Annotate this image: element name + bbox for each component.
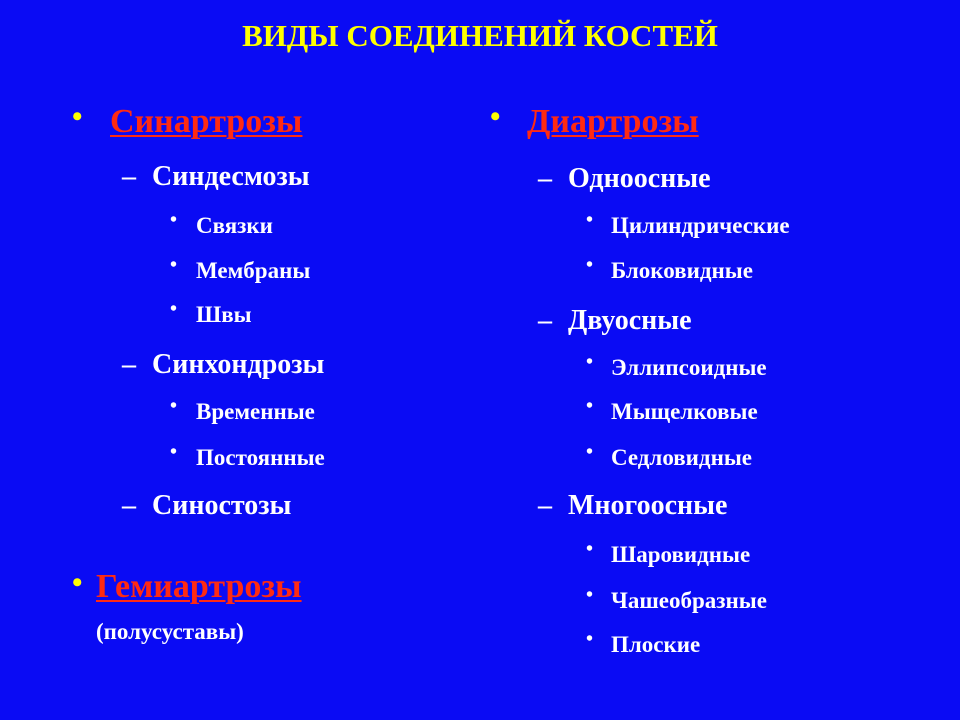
dash-icon: – xyxy=(538,163,552,194)
bullet-icon: • xyxy=(586,209,594,231)
heading-gemiartrozy: Гемиартрозы xyxy=(96,568,302,605)
dash-icon: – xyxy=(122,349,136,380)
item-sedlovidnye: Седловидные xyxy=(611,445,752,470)
item-chasheobraznye: Чашеобразные xyxy=(611,588,767,613)
bullet-icon: • xyxy=(586,441,594,463)
heading-sinartrozy: Синартрозы xyxy=(110,103,303,140)
dash-icon: – xyxy=(538,305,552,336)
bullet-icon: • xyxy=(170,298,178,320)
item-blokovidnye: Блоковидные xyxy=(611,258,753,283)
bullet-icon: • xyxy=(170,441,178,463)
item-ellipsoidnye: Эллипсоидные xyxy=(611,355,767,380)
item-vremennye: Временные xyxy=(196,399,315,424)
item-sharovidnye: Шаровидные xyxy=(611,542,751,567)
bullet-icon: • xyxy=(170,395,178,417)
heading-diartrozy: Диартрозы xyxy=(527,103,699,140)
bullet-icon: • xyxy=(586,584,594,606)
dash-icon: – xyxy=(122,161,136,192)
bullet-icon: • xyxy=(72,566,83,599)
bullet-icon: • xyxy=(490,100,501,133)
group-sinkhondrozy: Синхондрозы xyxy=(152,349,325,380)
dash-icon: – xyxy=(122,490,136,521)
bullet-icon: • xyxy=(586,351,594,373)
item-myshchelkovye: Мыщелковые xyxy=(611,399,758,424)
item-ploskie: Плоские xyxy=(611,632,701,657)
bullet-icon: • xyxy=(586,254,594,276)
dash-icon: – xyxy=(538,490,552,521)
item-postoyannye: Постоянные xyxy=(196,445,325,470)
bullet-icon: • xyxy=(586,395,594,417)
slide-title: ВИДЫ СОЕДИНЕНИЙ КОСТЕЙ xyxy=(242,18,718,53)
heading-gemiartrozy-note: (полусуставы) xyxy=(96,619,244,644)
item-shvy: Швы xyxy=(196,302,252,327)
bullet-icon: • xyxy=(170,254,178,276)
group-mnogoosnye: Многоосные xyxy=(568,490,728,521)
item-membrany: Мембраны xyxy=(196,258,311,283)
group-dvuosnye: Двуосные xyxy=(568,305,692,336)
bullet-icon: • xyxy=(170,209,178,231)
bullet-icon: • xyxy=(586,538,594,560)
group-odnoosnye: Одноосные xyxy=(568,163,711,194)
bullet-icon: • xyxy=(586,628,594,650)
group-sindesmozy: Синдесмозы xyxy=(152,161,310,192)
bullet-icon: • xyxy=(72,100,83,133)
item-svyazki: Связки xyxy=(196,213,273,238)
group-sinostozy: Синостозы xyxy=(152,490,292,521)
item-cilindricheskie: Цилиндрические xyxy=(611,213,790,238)
